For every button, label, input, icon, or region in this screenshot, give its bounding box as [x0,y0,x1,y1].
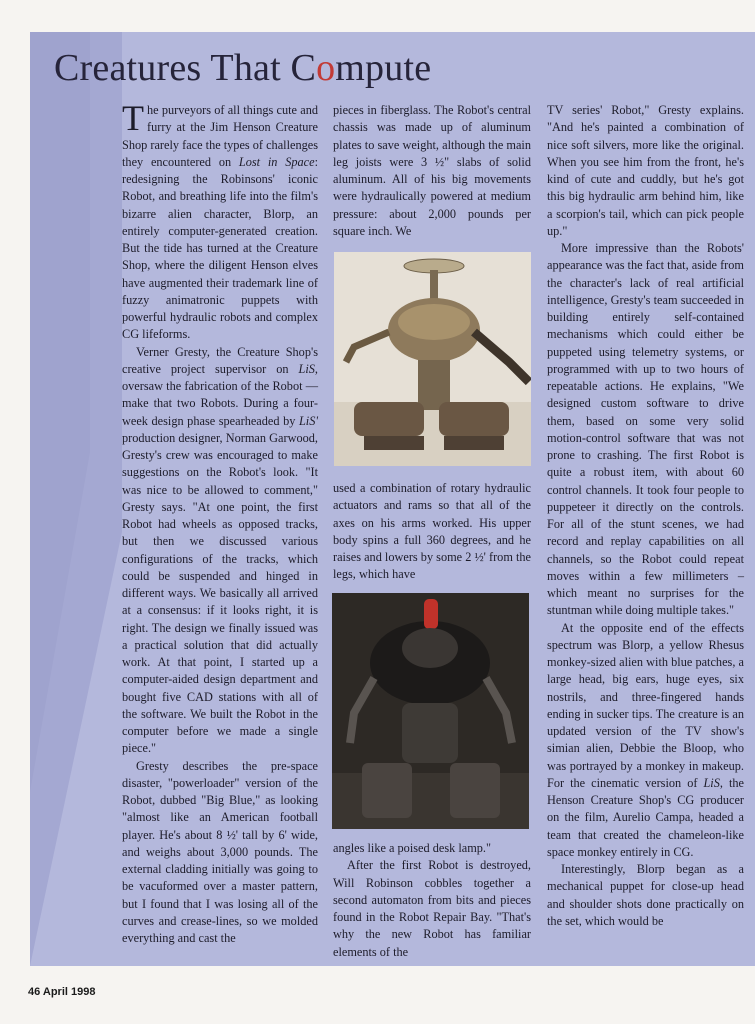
article-panel [30,32,755,966]
text-segment: angles like a poised desk lamp." After the first Robot is destroyed, Will Robinson cobbles together a second automaton from bits and pieces found in the Robot Repair Bay. "That's why the new Robot has familiar elements of the [333,841,531,959]
paragraph: More impressive than the Robots' appearance was the fact that, aside from the character's lack of real artificial intelligence, Gresty's team succeeded in building entirely self-contained mechanisms which could either be puppeted using telemetry systems, or programmed with up to two hours of repeatable actions. He explains, "We designed custom software to drive them, based on some very solid motion-control software that was not prone to crashing. The first Robot is quite a robust item, with about 60 control channels. It took four people to puppeteer it directly on the controls. For all of the stunt scenes, we had record and replay capabilities on all channels, so the Robot could repeat moves within a few millimeters – which meant no surprises for the stuntman while doing multiple takes." [547,241,744,618]
paragraph: Interestingly, Blorp began as a mechanical puppet for close-up head and shoulder shots done practically on the set, which would be [547,862,744,928]
paragraph: pieces in fiberglass. The Robot's central chassis was made up of aluminum plates to save weight, although the main leg joists were 3 ½" slabs of solid aluminum. All of his big movements were hydraulically powered at medium pressure: about 2,000 pounds per square inch. We [333,103,531,238]
text-column-1 [122,98,319,947]
paragraph: The purveyors of all things cute and furry at the Jim Henson Creature Shop rarely face the types of challenges they encountered on Lost in Space: redesigning the Robinsons' iconic Robot, and breathing life into the film's bizarre alien character, Blorp, an entirely computer-generated creation. But the tide has turned at the Creature Shop, where the diligent Henson elves have augmented their trademark line of fuzzy animatronic puppets with powerful hydraulic robots and complex CG lifeforms. [122,98,319,342]
text-segment: used a combination of rotary hydraulic actuators and rams so that all of the axes on his arms worked. His upper body spins a full 360 degrees, and he raises and lowers by some 2 ½' from the legs, which have [333,481,531,582]
robot-photo-2 [332,593,529,829]
paragraph: TV series' Robot," Gresty explains. "And he's painted a combination of nice soft silvers, more like the original. When you see him from the front, he's kind of cute and cuddly, but he's got this big hydraulic arm behind him, like a scorpion's tail, which can pick people up." [547,103,744,238]
drop-cap: T [122,98,144,138]
text-column-3 [547,102,744,930]
paragraph: Verner Gresty, the Creature Shop's creative project supervisor on LiS, oversaw the fabrication of the Robot — make that two Robots. During a four-week design phase spearheaded by LiS' production designer, Norman Garwood, Gresty's crew was encouraged to make suggestions on the Robot's look. "It was nice to be allowed to comment," Gresty says. "At one point, the first Robot had wheels as opposed tracks, but then we discussed various configurations of the tracks, which could be suspended and hinged in different ways. We basically all arrived at a consensus: if it looks right, it is right. The design we finally issued was a practical solution that did actually work. At that point, I started up a computer-aided design department and bought five CAD stations with all of the software. We built the Robot in the computer before we made a single piece." [122,344,318,756]
robot-illustration-1 [334,252,531,466]
paragraph: Gresty describes the pre-space disaster, "powerloader" version of the Robot, dubbed "Big Blue," as looking "almost like an American football player. He's about 8 ½' tall by 6' wide, and weighs about 3,000 pounds. The external cladding initially was going to be vacuformed over a master pattern, but I found that I was losing all of the curves and crease-lines, so we molded everything and cast the [122,758,318,945]
robot-photo-1 [334,252,531,466]
paragraph: At the opposite end of the effects spectrum was Blorp, a yellow Rhesus monkey-sized alien with blue patches, a large head, big ears, huge eyes, six nostrils, and three-fingered hands ending in sucker tips. The creature is an updated version of the TV show's simian alien, Debbie the Bloop, who was portrayed by a monkey in makeup. For the cinematic version of LiS, the Henson Creature Shop's CG producer on the film, Aurelio Campa, headed a team that created the chameleon-like space monkey entirely in CG. [547,620,744,859]
article-title: Creatures That Compute [54,47,432,89]
page-folio: 46 April 1998 [28,986,96,998]
text-column-2 [333,102,531,959]
robot-illustration-2 [332,593,529,829]
